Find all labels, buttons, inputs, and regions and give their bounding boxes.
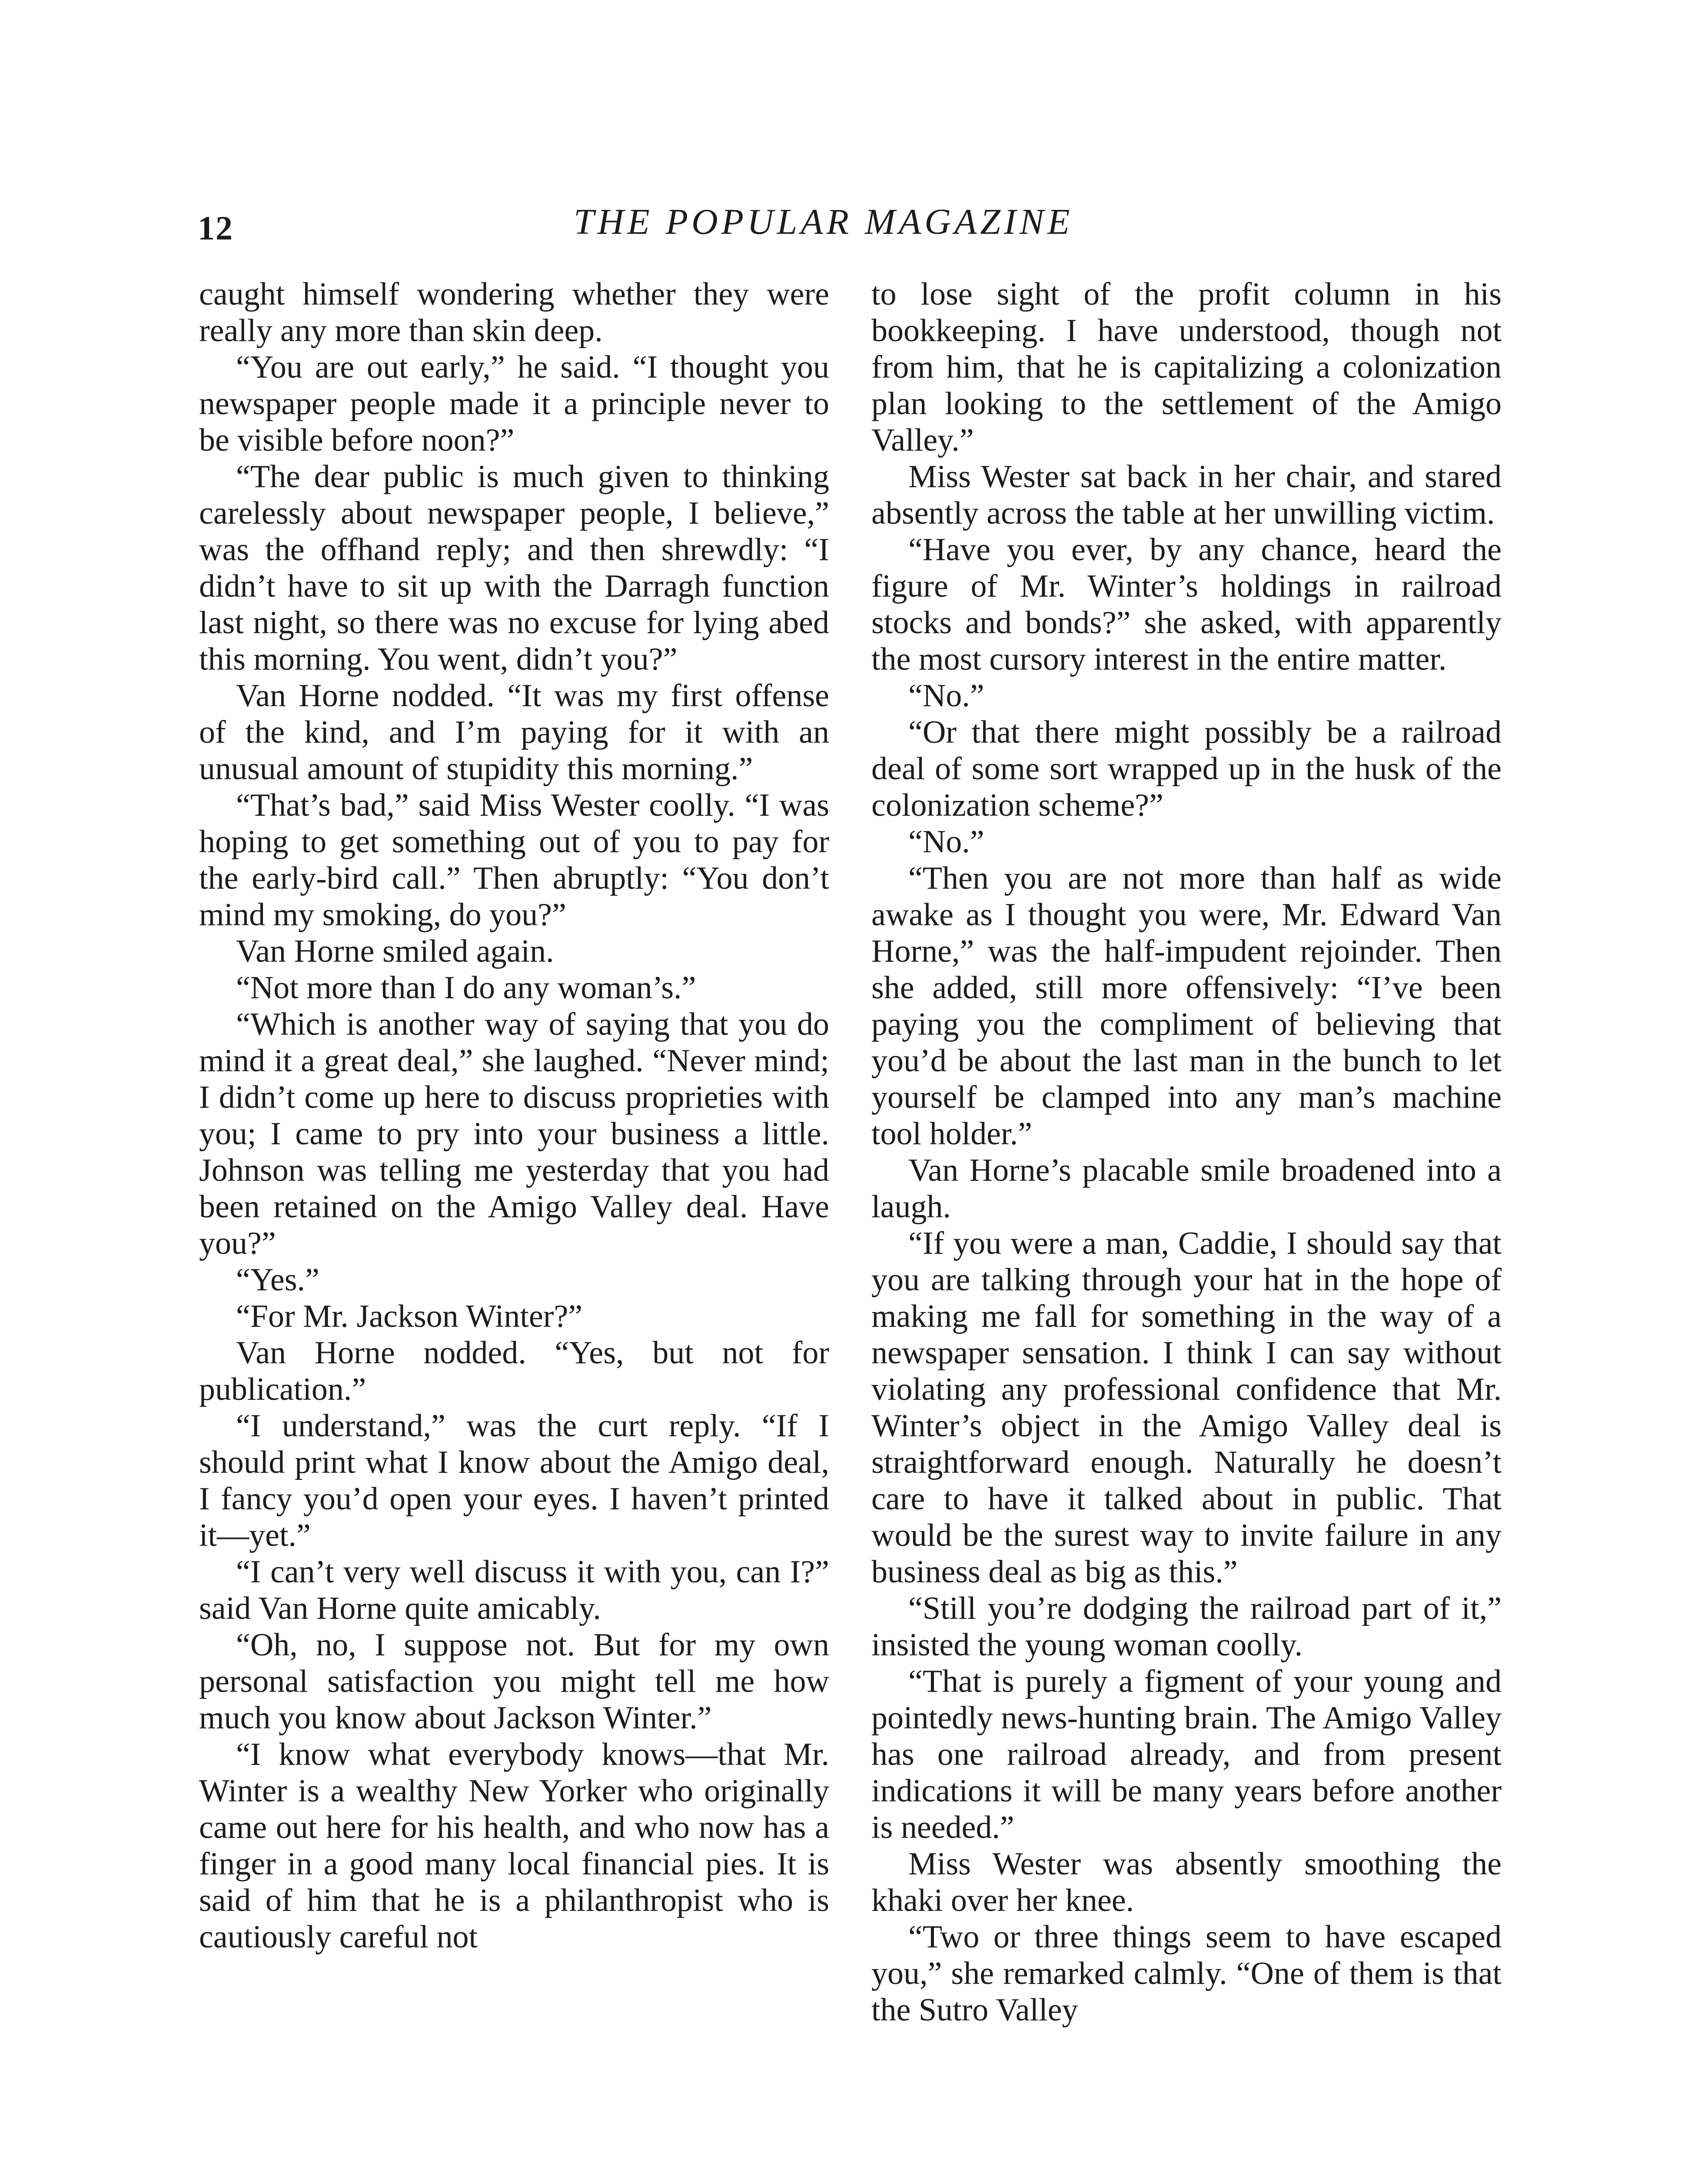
paragraph: “Still you’re dodging the railroad part of it,” insisted the young woman coolly. <box>871 1591 1502 1663</box>
paragraph: caught himself wondering whether they were really any more than skin deep. <box>199 276 829 349</box>
paragraph: Van Horne nodded. “Yes, but not for publication.” <box>199 1335 829 1407</box>
paragraph: “Two or three things seem to have escaped you,” she remarked calmly. “One of them is that the Sutro Valley <box>871 1919 1502 2028</box>
page-number: 12 <box>198 209 233 247</box>
paragraph: “I know what everybody knows—that Mr. Winter is a wealthy New Yorker who originally came out here for his health, and who now has a finger in a good many local financial pies. It is said of him that he is a philanthropist who is cautiously careful not <box>199 1737 829 1955</box>
paragraph: “The dear public is much given to thinking carelessly about newspaper people, I believe,” was the offhand reply; and then shrewdly: “I didn’t have to sit up with the Darragh function last night, so there was no excuse for lying abed this morning. You went, didn’t you?” <box>199 459 829 677</box>
paragraph: “Oh, no, I suppose not. But for my own personal satisfaction you might tell me how much you know about Jackson Winter.” <box>199 1627 829 1736</box>
paragraph: “If you were a man, Caddie, I should say that you are talking through your hat in the hope of making me fall for something in the way of a newspaper sensation. I think I can say without violating any professional confidence that Mr. Winter’s object in the Amigo Valley deal is straightforward enough. Naturally he doesn’t care to have it talked about in public. That would be the surest way to invite failure in any business deal as big as this.” <box>871 1226 1502 1590</box>
paragraph: Miss Wester was absently smoothing the khaki over her knee. <box>871 1846 1502 1918</box>
paragraph: “That is purely a figment of your young and pointedly news-hunting brain. The Amigo Valley has one railroad already, and from present indications it will be many years before another is needed.” <box>871 1664 1502 1845</box>
paragraph: “I understand,” was the curt reply. “If I should print what I know about the Amigo deal, I fancy you’d open your eyes. I haven’t printed it—yet.” <box>199 1408 829 1553</box>
paragraph: Miss Wester sat back in her chair, and stared absently across the table at her unwilling victim. <box>871 459 1502 531</box>
paragraph: “Not more than I do any woman’s.” <box>236 970 696 1006</box>
paragraph: “That’s bad,” said Miss Wester coolly. “I was hoping to get something out of you to pay for the early-bird call.” Then abruptly: “You don’t mind my smoking, do you?” <box>199 787 829 933</box>
paragraph: Van Horne nodded. “It was my first offense of the kind, and I’m paying for it with an unusual amount of stupidity this morning.” <box>199 678 829 787</box>
paragraph: “For Mr. Jackson Winter?” <box>236 1299 583 1334</box>
paragraph: “Which is another way of saying that you do mind it a great deal,” she laughed. “Never mind; I didn’t come up here to discuss proprieties with you; I came to pry into your business a little. Johnson was telling me yesterday that you had been retained on the Amigo Valley deal. Have you?” <box>199 1007 829 1261</box>
paragraph: Van Horne smiled again. <box>236 934 554 969</box>
paragraph: “You are out early,” he said. “I thought you newspaper people made it a principle never to be visible before noon?” <box>199 349 829 458</box>
paragraph: to lose sight of the profit column in his bookkeeping. I have understood, though not from him, that he is capitalizing a colonization plan looking to the settlement of the Amigo Valley.” <box>871 276 1502 458</box>
left-column <box>199 276 829 1955</box>
paragraph: “I can’t very well discuss it with you, can I?” said Van Horne quite amicably. <box>199 1554 829 1626</box>
paragraph: “Have you ever, by any chance, heard the figure of Mr. Winter’s holdings in railroad stocks and bonds?” she asked, with apparently the most cursory interest in the entire matter. <box>871 532 1502 677</box>
paragraph: “Yes.” <box>236 1262 319 1298</box>
running-head: THE POPULAR MAGAZINE <box>574 202 1073 242</box>
right-column <box>871 276 1502 2028</box>
paragraph: “Then you are not more than half as wide awake as I thought you were, Mr. Edward Van Horne,” was the half-impudent rejoinder. Then she added, still more offensively: “I’ve been paying you the compliment of believing that you’d be about the last man in the bunch to let yourself be clamped into any man’s machine tool holder.” <box>871 861 1502 1152</box>
paragraph: “No.” <box>908 678 984 714</box>
paragraph: Van Horne’s placable smile broadened into a laugh. <box>871 1153 1502 1225</box>
paragraph: “No.” <box>908 824 984 860</box>
paragraph: “Or that there might possibly be a railroad deal of some sort wrapped up in the husk of the colonization scheme?” <box>871 714 1502 823</box>
